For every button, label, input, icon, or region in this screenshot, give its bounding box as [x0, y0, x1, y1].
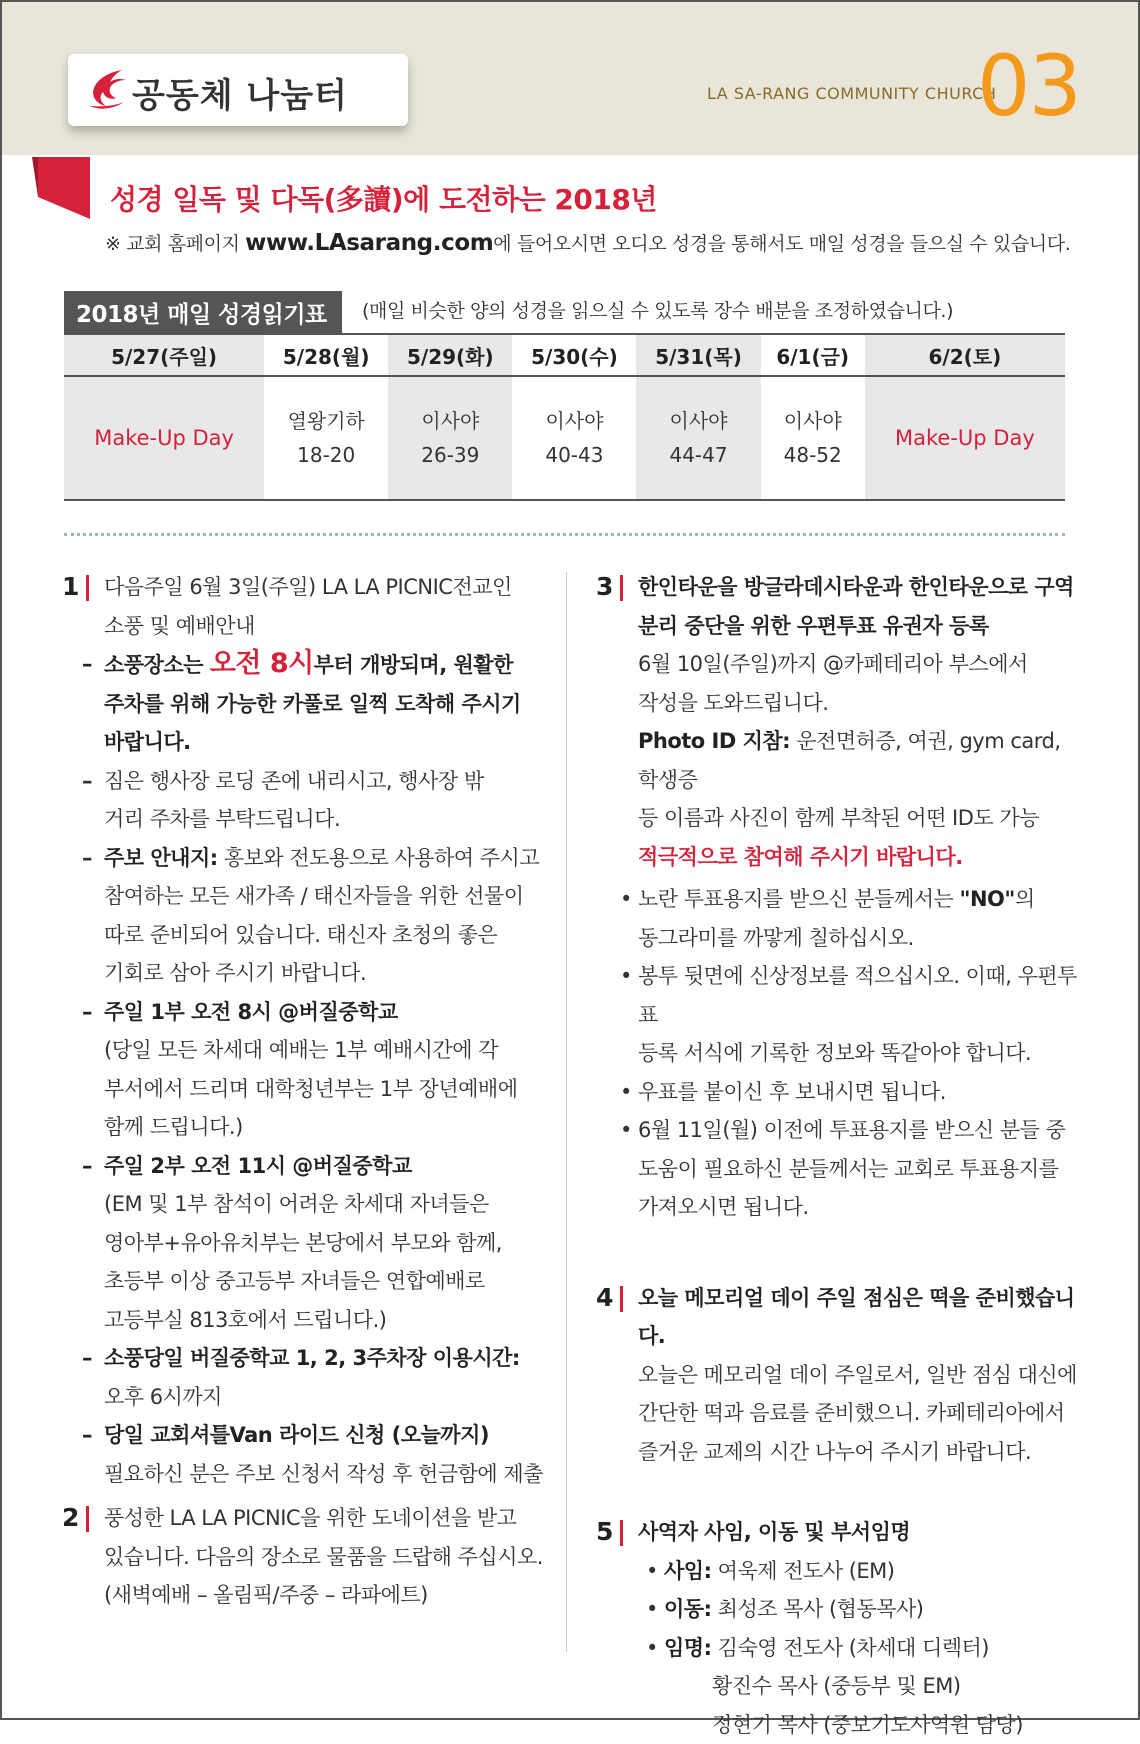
- red-bar-icon: [86, 1506, 89, 1532]
- table-header-cell: 5/29(화): [388, 334, 512, 376]
- column-divider: [566, 572, 567, 1652]
- detail-line: 황진수 목사 (중등부 및 EM): [596, 1667, 1086, 1706]
- section-title: 공동체 나눔터: [132, 68, 348, 117]
- website-link[interactable]: www.LAsarang.com: [245, 230, 493, 256]
- detail-line: 주차를 위해 가능한 카풀로 일찍 도착해 주시기: [62, 685, 547, 724]
- page-header: [2, 2, 1138, 155]
- right-column: [596, 568, 1086, 1744]
- detail-line: 부서에서 드리며 대학청년부는 1부 장년예배에: [62, 1070, 547, 1109]
- bullet-item: [596, 880, 1086, 919]
- text: 김숙영 전도사 (차세대 디렉터): [711, 1636, 989, 1660]
- table-cell: [64, 376, 264, 500]
- bullet-item: • 봉투 뒷면에 신상정보를 적으십시오. 이때, 우편투표: [596, 957, 1086, 1034]
- text: 최성조 목사 (협동목사): [711, 1597, 923, 1621]
- table-cell: [388, 376, 512, 500]
- item-heading: 오늘 메모리얼 데이 주일 점심은 떡을 준비했습니다.: [638, 1279, 1086, 1356]
- detail-line: 오늘은 메모리얼 데이 주일로서, 일반 점심 대신에: [638, 1356, 1086, 1395]
- section-tag: [68, 54, 408, 126]
- detail-line: 고등부실 813호에서 드립니다.): [62, 1301, 547, 1340]
- table-cell: [761, 376, 865, 500]
- left-column: [62, 568, 547, 1615]
- announcement-4: [596, 1279, 1086, 1472]
- detail-line: 초등부 이상 중고등부 자녀들은 연합예배로: [62, 1262, 547, 1301]
- item-heading: 사역자 사임, 이동 및 부서임명: [638, 1513, 1086, 1552]
- table-row: [64, 376, 1065, 500]
- table-header-cell: 6/1(금): [761, 334, 865, 376]
- detail-line: 동그라미를 까맣게 칠하십시오.: [596, 919, 1086, 958]
- detail-line: – 당일 교회셔틀Van 라이드 신청 (오늘까지): [62, 1416, 547, 1455]
- chapter-range: 40-43: [512, 438, 636, 472]
- detail-line: [62, 839, 547, 878]
- book-name: 이사야: [388, 404, 512, 438]
- book-name: 이사야: [512, 404, 636, 438]
- bold-label: 사임:: [664, 1559, 711, 1583]
- note-prefix: ※ 교회 홈페이지: [105, 233, 245, 255]
- detail-line: (새벽예배 – 올림픽/주중 – 라파에트): [104, 1576, 547, 1615]
- red-bar-icon: [86, 575, 89, 601]
- note-suffix: 에 들어오시면 오디오 성경을 통해서도 매일 성경을 들으실 수 있습니다.: [493, 233, 1070, 255]
- chapter-range: 26-39: [388, 438, 512, 472]
- table-cell: [636, 376, 760, 500]
- detail-line: 따로 준비되어 있습니다. 태신자 초청의 좋은: [62, 916, 547, 955]
- reading-schedule-table: [64, 333, 1065, 501]
- announcement-5: [596, 1513, 1086, 1552]
- chapter-range: 44-47: [636, 438, 760, 472]
- table-cell: [865, 376, 1065, 500]
- bold-label: 이동:: [664, 1597, 711, 1621]
- bold-label: 주보 안내지:: [104, 846, 218, 870]
- detail-line: 영아부+유아유치부는 본당에서 부모와 함께,: [62, 1224, 547, 1263]
- detail-line: 함께 드립니다.): [62, 1108, 547, 1147]
- detail-line: 즐거운 교제의 시간 나누어 주시기 바랍니다.: [638, 1433, 1086, 1472]
- text: 부터 개방되며, 원활한: [314, 653, 513, 677]
- schedule-note: (매일 비슷한 양의 성경을 읽으실 수 있도록 장수 배분을 조정하였습니다.): [362, 296, 953, 323]
- red-bar-icon: [620, 575, 623, 601]
- detail-line: – 짐은 행사장 로딩 존에 내리시고, 행사장 밖: [62, 762, 547, 801]
- detail-line: (EM 및 1부 참석이 어려운 차세대 자녀들은: [62, 1185, 547, 1224]
- book-name: 이사야: [636, 404, 760, 438]
- table-header-cell: 5/30(수): [512, 334, 636, 376]
- bold-label: 임명:: [664, 1636, 711, 1660]
- table-header-cell: 6/2(토): [865, 334, 1065, 376]
- table-cell: [264, 376, 388, 500]
- item-number: 3: [596, 568, 613, 607]
- item-heading: 분리 중단을 위한 우편투표 유권자 등록: [638, 607, 1086, 646]
- makeup-day-label: Make-Up Day: [94, 426, 234, 450]
- detail-line: 등록 서식에 기록한 정보와 똑같아야 합니다.: [596, 1034, 1086, 1073]
- bullet-item: [596, 1590, 1086, 1629]
- table-header-cell: 5/28(월): [264, 334, 388, 376]
- text: 노란 투표용지를 받으신 분들께서는: [638, 887, 960, 911]
- audio-bible-note: [105, 229, 1070, 256]
- text: 홍보와 전도용으로 사용하여 주시고: [218, 846, 540, 870]
- bullet-item: [596, 1552, 1086, 1591]
- detail-line: 작성을 도와드립니다.: [596, 684, 1086, 723]
- page-number: 03: [977, 44, 1080, 128]
- chapter-range: 48-52: [761, 438, 865, 472]
- detail-line: 오후 6시까지: [62, 1378, 547, 1417]
- red-bar-icon: [620, 1286, 623, 1312]
- detail-line: 등 이름과 사진이 함께 부착된 어떤 ID도 가능: [596, 799, 1086, 838]
- detail-line: 가져오시면 됩니다.: [596, 1188, 1086, 1227]
- main-title: 성경 일독 및 다독(多讀)에 도전하는 2018년: [110, 178, 657, 218]
- table-header-row: [64, 334, 1065, 376]
- detail-line: 참여하는 모든 새가족 / 태신자들을 위한 선물이: [62, 877, 547, 916]
- item-heading: 다음주일 6월 3일(주일) LA LA PICNIC전교인: [104, 568, 547, 607]
- detail-line: 바랍니다.: [62, 723, 547, 762]
- detail-line: – 주일 2부 오전 11시 @버질중학교: [62, 1147, 547, 1186]
- detail-line: – 소풍당일 버질중학교 1, 2, 3주차장 이용시간:: [62, 1339, 547, 1378]
- bullet-item: • 6월 11일(월) 이전에 투표용지를 받으신 분들 중: [596, 1111, 1086, 1150]
- announcement-2: [62, 1499, 547, 1615]
- bold-label: "NO": [960, 887, 1015, 911]
- detail-line: 있습니다. 다음의 장소로 물품을 드랍해 주십시오.: [104, 1538, 547, 1577]
- detail-line: 기회로 삼아 주시기 바랍니다.: [62, 954, 547, 993]
- text: 운전면허증, 여권, gym card, 학생증: [638, 729, 1061, 792]
- table-cell: [512, 376, 636, 500]
- detail-line: [62, 645, 547, 685]
- item-number: 2: [62, 1499, 79, 1538]
- announcement-1: [62, 568, 547, 645]
- detail-line: 거리 주차를 부탁드립니다.: [62, 800, 547, 839]
- book-name: 열왕기하: [264, 404, 388, 438]
- detail-line: [596, 722, 1086, 799]
- bullet-item: [596, 1629, 1086, 1668]
- item-heading: 소풍 및 예배안내: [104, 607, 547, 646]
- item-number: 1: [62, 568, 79, 607]
- church-name: LA SA-RANG COMMUNITY CHURCH: [707, 84, 996, 103]
- text: 소풍장소는: [104, 653, 210, 677]
- red-bar-icon: [620, 1520, 623, 1546]
- detail-line: 풍성한 LA LA PICNIC을 위한 도네이션을 받고: [104, 1499, 547, 1538]
- detail-line: 필요하신 분은 주보 신청서 작성 후 헌금함에 제출: [62, 1455, 547, 1494]
- table-header-cell: 5/31(목): [636, 334, 760, 376]
- detail-line: 6월 10일(주일)까지 @카페테리아 부스에서: [596, 645, 1086, 684]
- flame-logo-icon: [84, 66, 130, 112]
- book-name: 이사야: [761, 404, 865, 438]
- highlight-time: 오전 8시: [210, 648, 314, 679]
- detail-line: 정현기 목사 (중보기도사역원 담당): [596, 1706, 1086, 1744]
- bookmark-ribbon-icon: [38, 157, 90, 219]
- table-header-cell: 5/27(주일): [64, 334, 264, 376]
- schedule-label: 2018년 매일 성경읽기표: [64, 291, 342, 333]
- text: 여욱제 전도사 (EM): [711, 1559, 894, 1583]
- item-heading: 한인타운을 방글라데시타운과 한인타운으로 구역: [638, 568, 1086, 607]
- dotted-divider: [64, 533, 1065, 536]
- bullet-item: • 우표를 붙이신 후 보내시면 됩니다.: [596, 1073, 1086, 1112]
- emphasis-line: 적극적으로 참여해 주시기 바랍니다.: [596, 838, 1086, 877]
- item-number: 4: [596, 1279, 613, 1318]
- detail-line: 간단한 떡과 음료를 준비했으니. 카페테리아에서: [638, 1394, 1086, 1433]
- bold-label: Photo ID 지참:: [638, 729, 790, 753]
- announcement-3: [596, 568, 1086, 645]
- item-number: 5: [596, 1513, 613, 1552]
- detail-line: 도움이 필요하신 분들께서는 교회로 투표용지를: [596, 1150, 1086, 1189]
- detail-line: (당일 모든 차세대 예배는 1부 예배시간에 각: [62, 1031, 547, 1070]
- text: 의: [1015, 887, 1035, 911]
- detail-line: – 주일 1부 오전 8시 @버질중학교: [62, 993, 547, 1032]
- makeup-day-label: Make-Up Day: [895, 426, 1035, 450]
- chapter-range: 18-20: [264, 438, 388, 472]
